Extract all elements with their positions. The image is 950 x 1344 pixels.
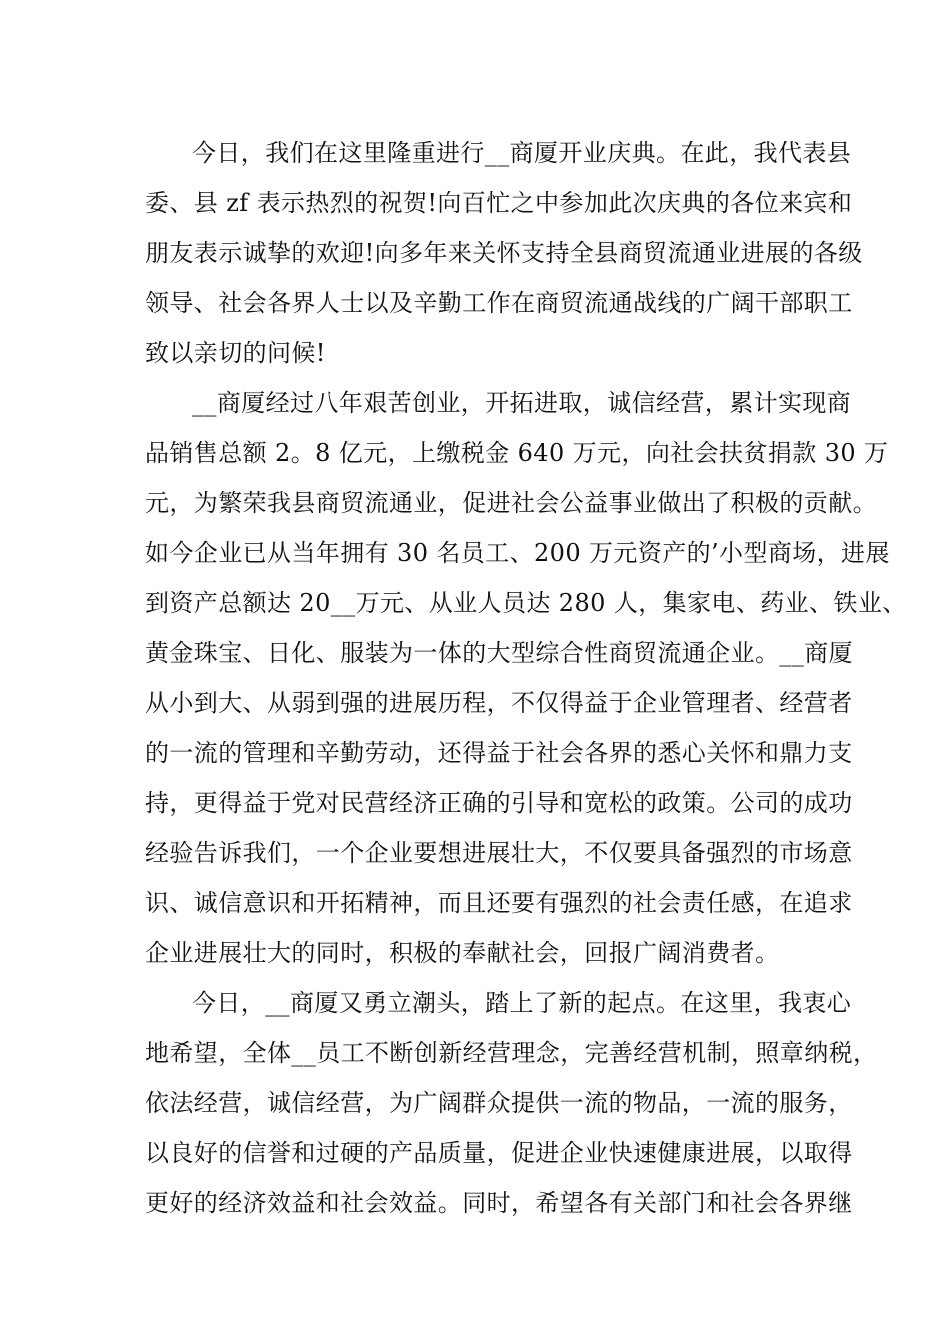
- text-line: 致以亲切的问候!: [145, 339, 326, 367]
- text-line: 从小到大、从弱到强的进展历程，不仅得益于企业管理者、经营者: [145, 689, 853, 717]
- text-line: 领导、社会各界人士以及辛勤工作在商贸流通战线的广阔干部职工: [145, 289, 853, 317]
- text-line: 更好的经济效益和社会效益。同时，希望各有关部门和社会各界继: [145, 1189, 853, 1217]
- text-line: __商厦经过八年艰苦创业，开拓进取，诚信经营，累计实现商: [192, 389, 852, 417]
- text-line: 依法经营，诚信经营，为广阔群众提供一流的物品，一流的服务，: [145, 1089, 853, 1117]
- text-line: 今日，我们在这里隆重进行__商厦开业庆典。在此，我代表县: [192, 139, 852, 167]
- text-line: 以良好的信誉和过硬的产品质量，促进企业快速健康进展，以取得: [145, 1139, 853, 1167]
- text-line: 委、县 zf 表示热烈的祝贺!向百忙之中参加此次庆典的各位来宾和: [145, 189, 853, 217]
- text-line: 持，更得益于党对民营经济正确的引导和宽松的政策。公司的成功: [145, 789, 853, 817]
- text-line: 如今企业已从当年拥有 30 名员工、200 万元资产的’小型商场，进展: [145, 539, 890, 567]
- text-line: 识、诚信意识和开拓精神，而且还要有强烈的社会责任感，在追求: [145, 889, 853, 917]
- text-line: 朋友表示诚挚的欢迎!向多年来关怀支持全县商贸流通业进展的各级: [145, 239, 863, 267]
- text-line: 的一流的管理和辛勤劳动，还得益于社会各界的悉心关怀和鼎力支: [145, 739, 853, 767]
- text-line: 到资产总额达 20__万元、从业人员达 280 人，集家电、药业、铁业、: [145, 589, 907, 617]
- text-line: 企业进展壮大的同时，积极的奉献社会，回报广阔消费者。: [145, 939, 780, 967]
- text-line: 品销售总额 2。8 亿元，上缴税金 640 万元，向社会扶贫捐款 30 万: [145, 439, 889, 467]
- text-line: 经验告诉我们，一个企业要想进展壮大，不仅要具备强烈的市场意: [145, 839, 853, 867]
- text-line: 地希望，全体__员工不断创新经营理念，完善经营机制，照章纳税，: [145, 1039, 878, 1067]
- text-line: 黄金珠宝、日化、服装为一体的大型综合性商贸流通企业。__商厦: [145, 639, 853, 667]
- text-line: 元，为繁荣我县商贸流通业，促进社会公益事业做出了积极的贡献。: [145, 489, 877, 517]
- text-line: 今日，__商厦又勇立潮头，踏上了新的起点。在这里，我衷心: [192, 989, 852, 1017]
